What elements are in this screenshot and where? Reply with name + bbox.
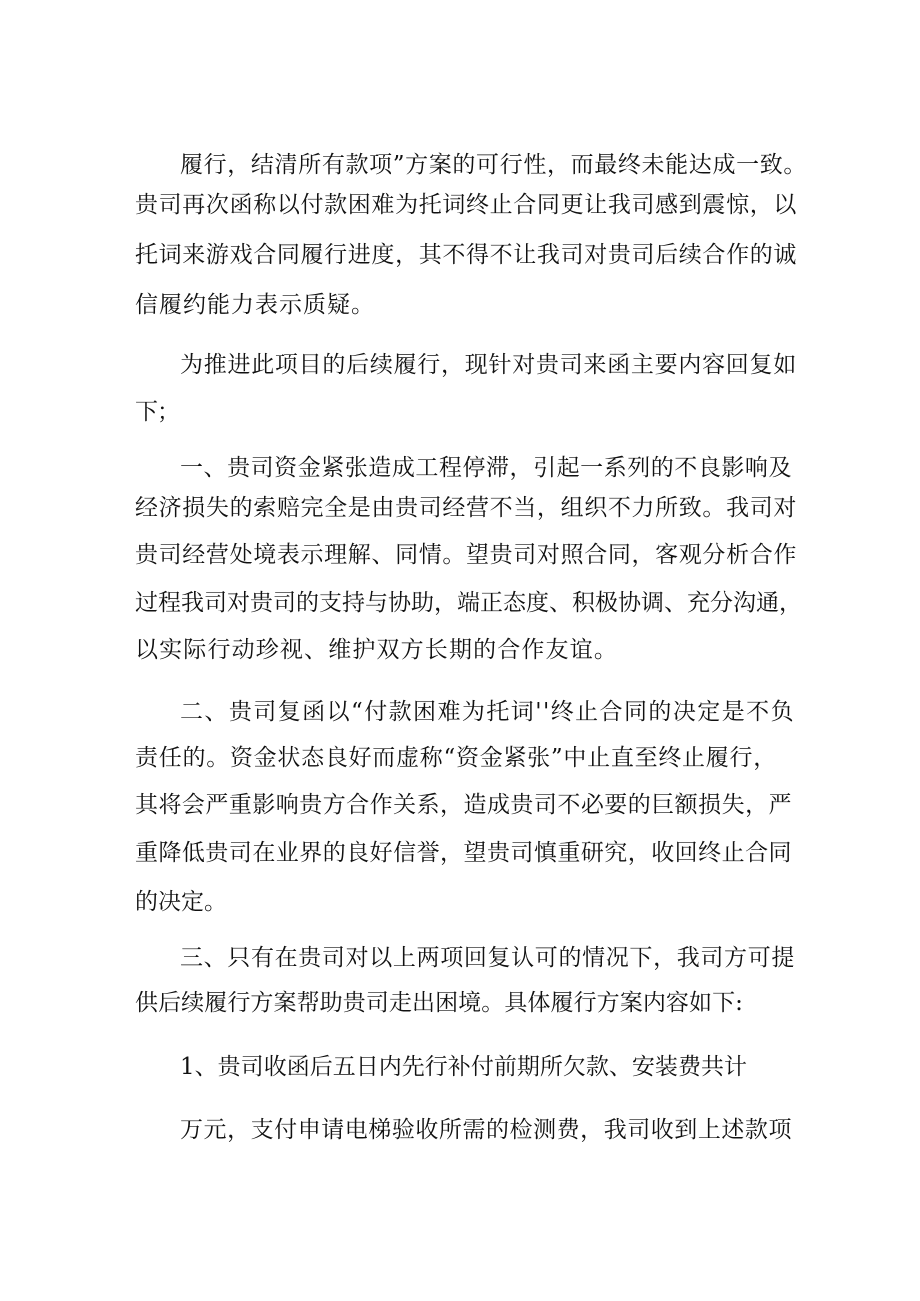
text-line: 托词来游戏合同履行进度，其不得不让我司对贵司后续合作的诚 bbox=[135, 242, 797, 268]
text-line: 其将会严重影响贵方合作关系，造成贵司不必要的巨额损失，严 bbox=[135, 792, 792, 818]
text-line: 重降低贵司在业界的良好信誉，望贵司慎重研究，收回终止合同 bbox=[135, 840, 792, 866]
text-line: 供后续履行方案帮助贵司走出困境。具体履行方案内容如下: bbox=[135, 990, 743, 1016]
text-line: 三、只有在贵司对以上两项回复认可的情况下，我司方可提 bbox=[180, 945, 795, 971]
text-line: 为推进此项目的后续履行，现针对贵司来函主要内容回复如 bbox=[180, 352, 797, 378]
text-line: 过程我司对贵司的支持与协助，端正态度、积极协调、充分沟通， bbox=[135, 590, 802, 616]
text-line: 以实际行动珍视、维护双方长期的合作友谊。 bbox=[135, 637, 618, 663]
text-line: 贵司经营处境表示理解、同情。望贵司对照合同，客观分析合作 bbox=[135, 542, 797, 568]
text-line: 贵司再次函称以付款困难为托词终止合同更让我司感到震惊，以 bbox=[135, 192, 797, 218]
text-line: 万元，支付申请电梯验收所需的检测费，我司收到上述款项 bbox=[180, 1117, 792, 1143]
text-line: 履行，结清所有款项”方案的可行性，而最终未能达成一致。 bbox=[180, 152, 807, 178]
text-line: 责任的。资金状态良好而虚称“资金紧张”中止直至终止履行， bbox=[135, 745, 777, 771]
text-line: 一、贵司资金紧张造成工程停滞，引起一系列的不良影响及 bbox=[180, 455, 792, 481]
text-line: 下； bbox=[135, 399, 179, 425]
text-line: 二、贵司复函以“付款困难为托词''终止合同的决定是不负 bbox=[180, 699, 795, 725]
text-line: 经济损失的索赔完全是由贵司经营不当，组织不力所致。我司对 bbox=[135, 495, 797, 521]
text-line: 1、贵司收函后五日内先行补付前期所欠款、安装费共计 bbox=[180, 1054, 747, 1080]
text-line: 的决定。 bbox=[135, 889, 227, 915]
text-line: 信履约能力表示质疑。 bbox=[135, 292, 375, 318]
